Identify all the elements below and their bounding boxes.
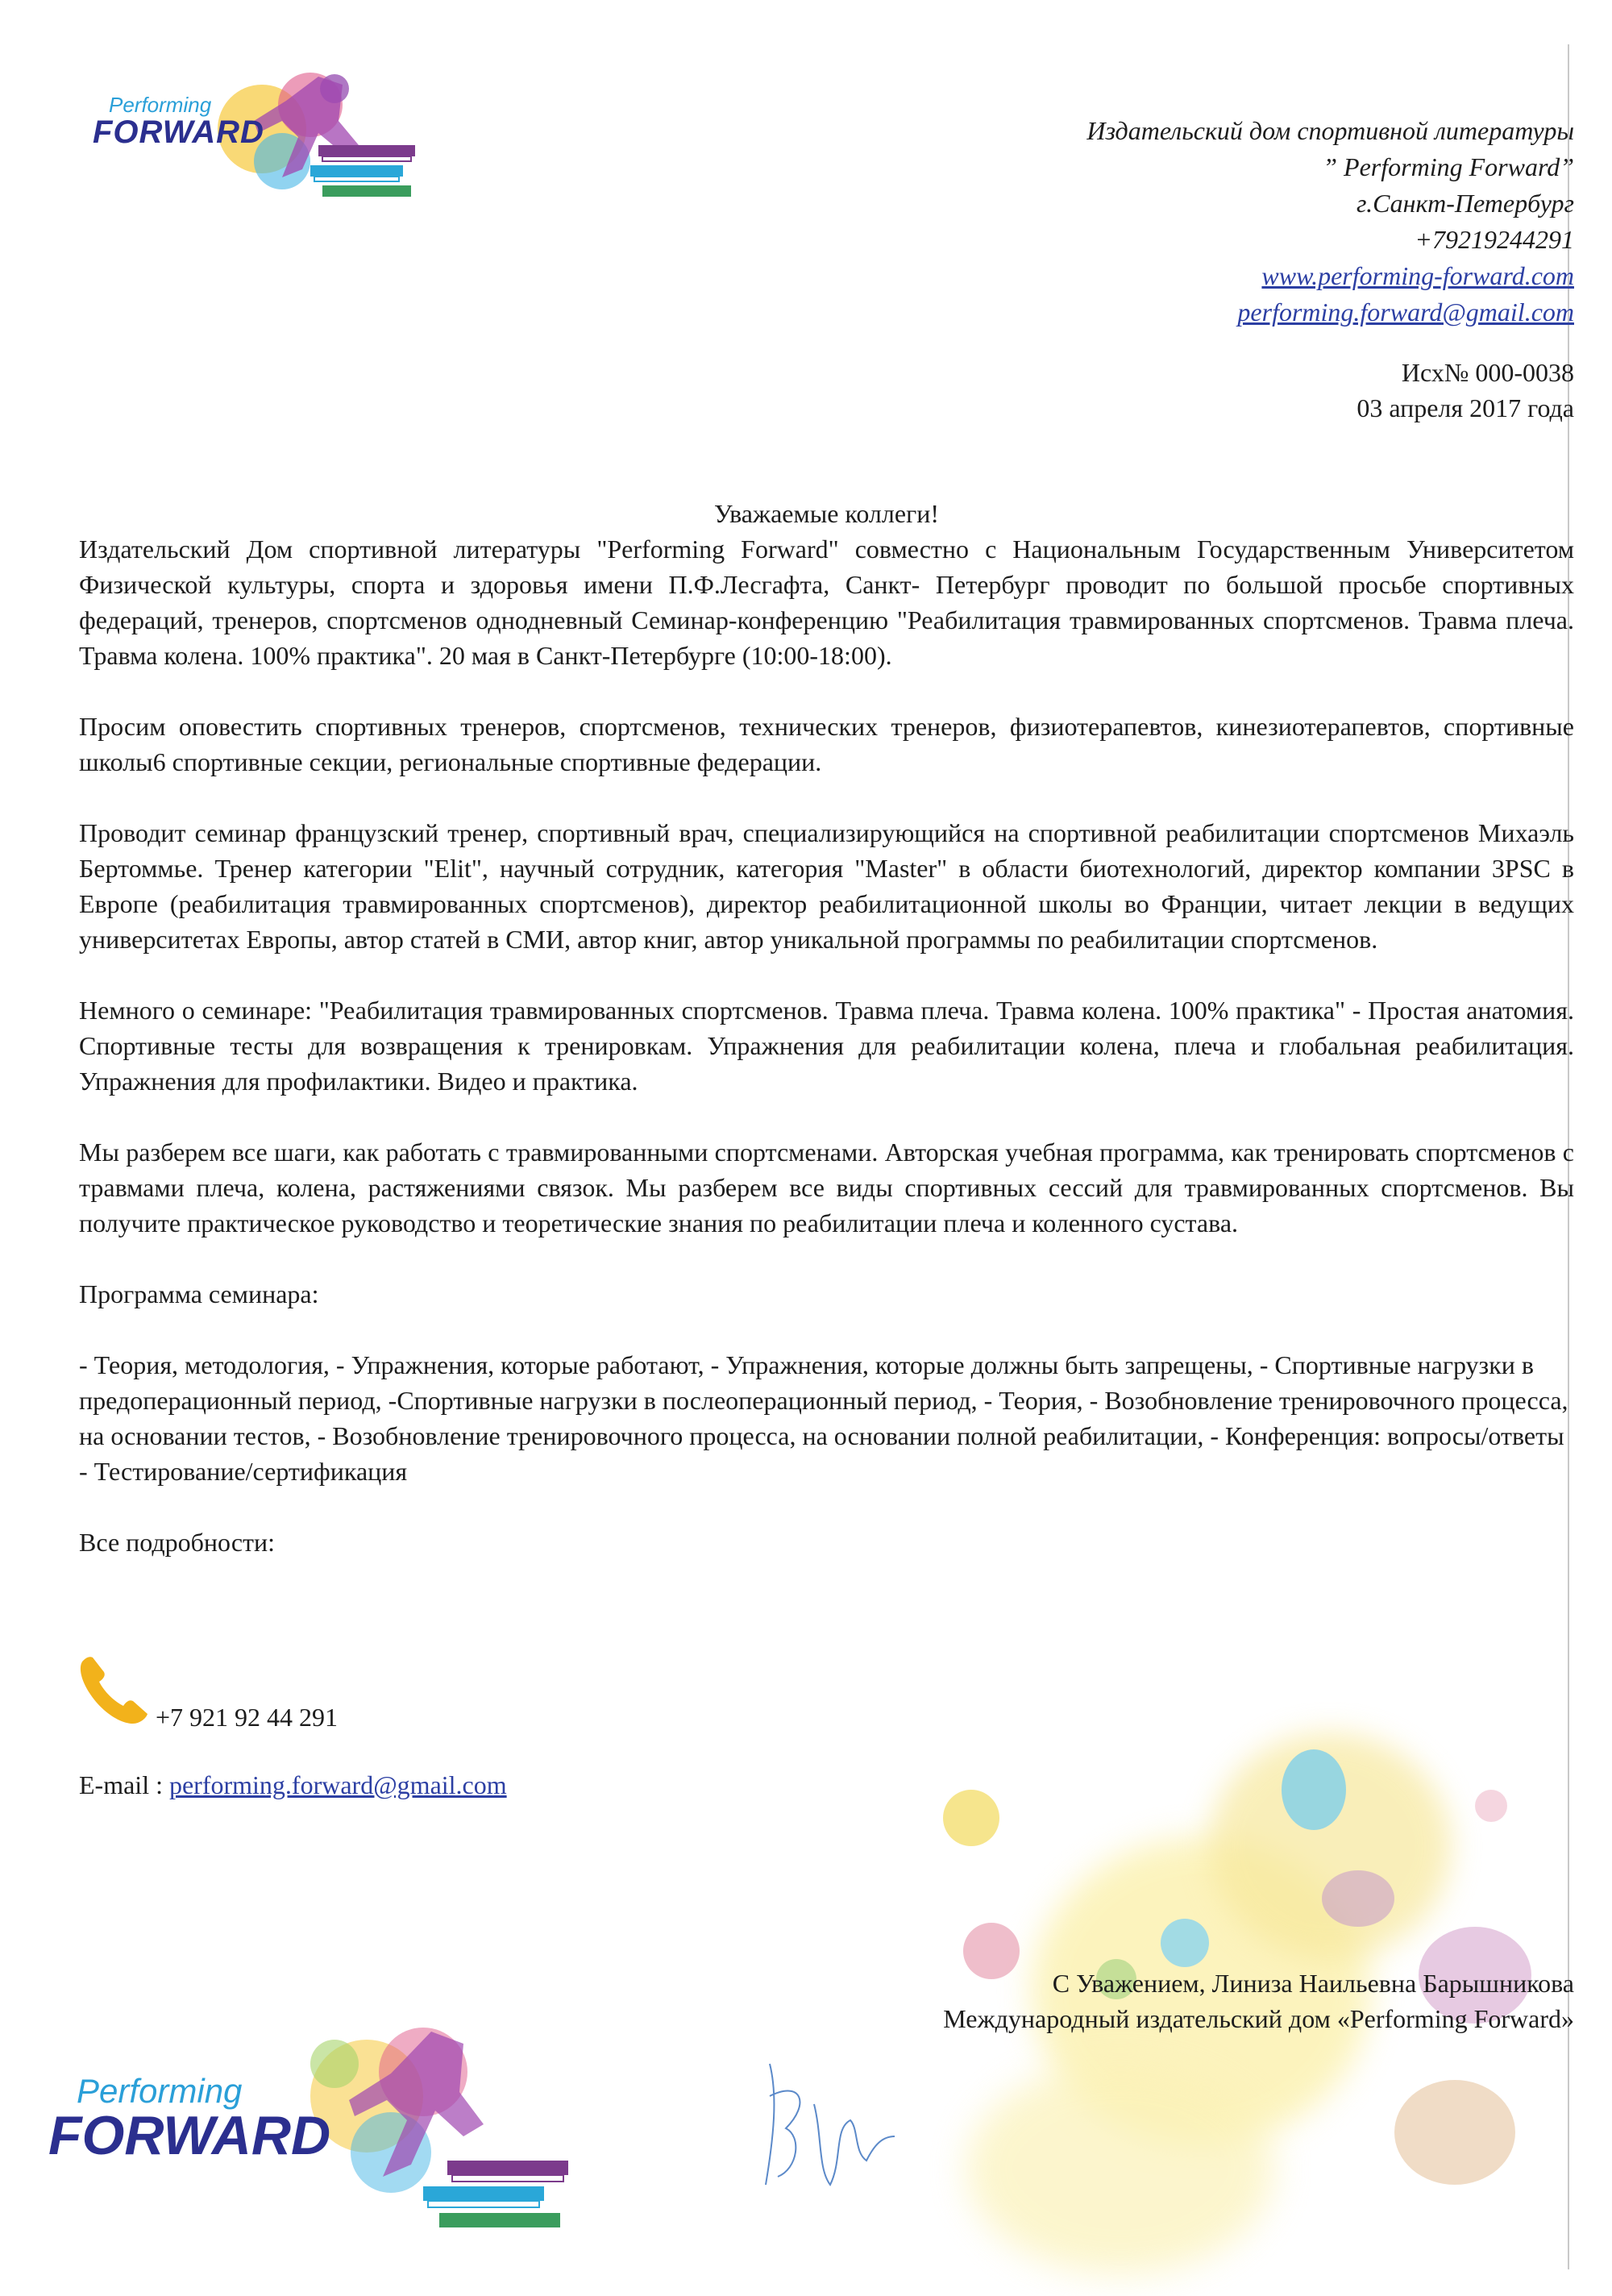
paragraph-request: Просим оповестить спортивных тренеров, спортсменов, технических тренеров, физиотерапевтов, кинезиотерапевтов, спортивные школы6 спортивные секции, региональные спортивные федерации.: [79, 712, 1574, 776]
org-city: г.Санкт-Петербург: [1356, 189, 1574, 218]
org-phone: +79219244291: [1415, 225, 1574, 254]
handwritten-signature: [754, 2048, 899, 2201]
org-title: Издательский дом спортивной литературы: [1086, 116, 1574, 145]
paragraph-intro: Издательский Дом спортивной литературы "Performing Forward" совместно с Национальным Государственным Университетом Физической культуры, спорта и здоровья имени П.Ф.Лесгафта, Санкт- Петербург проводит по большой просьбе спортивных федераций, тренеров, спортсменов однодневный Семинар-конференцию "Реабилитация травмированных спортсменов. Травма плеча. Травма колена. 100% практика". 20 мая в Санкт-Петербурге (10:00-18:00).: [79, 534, 1574, 670]
logo-top: [77, 56, 455, 210]
sender-header: [768, 113, 1574, 331]
signature-block: [943, 1965, 1574, 2036]
details-heading: Все подробности:: [79, 1528, 276, 1557]
logo-line1: Performing: [109, 93, 212, 117]
paragraph-trainer: Проводит семинар французский тренер, спортивный врач, специализирующийся на спортивной реабилитации спортсменов Михаэль Бертоммье. Тренер категории "Elit", научный сотрудник, категория "Master" в области биотехнологий, директор компании 3PSC в Европе (реабилитация травмированных спортсменов), директор реабилитационной школы во Франции, читает лекции в ведущих университетах Европы, автор статей в СМИ, автор книг, автор уникальной программы по реабилитации спортсменов.: [79, 818, 1574, 954]
letter-reference: [1356, 355, 1574, 426]
letter-body: [79, 496, 1574, 1595]
contact-email-link[interactable]: performing.forward@gmail.com: [168, 1770, 507, 1799]
contact-phone: +7 921 92 44 291: [156, 1703, 339, 1732]
program-heading: Программа семинара:: [79, 1279, 319, 1308]
logo-line1: Performing: [77, 2072, 243, 2110]
books-icon: [423, 2161, 568, 2227]
ref-date: 03 апреля 2017 года: [1356, 393, 1574, 422]
header-email-link[interactable]: performing.forward@gmail.com: [1237, 297, 1574, 327]
greeting: Уважаемые коллеги!: [714, 499, 939, 528]
logo-line2: FORWARD: [48, 2105, 331, 2166]
email-label: E-mail :: [79, 1770, 169, 1799]
signature-org: Международный издательский дом «Performing Forward»: [943, 2004, 1574, 2033]
ref-number: Исх№ 000-0038: [1401, 358, 1574, 387]
books-icon: [310, 145, 415, 197]
logo-bottom: [44, 2015, 576, 2257]
logo-line2: FORWARD: [93, 114, 264, 150]
org-name: ” Performing Forward”: [1323, 152, 1574, 181]
paragraph-steps: Мы разберем все шаги, как работать с травмированными спортсменами. Авторская учебная программа, как тренировать спортсменов с травмами плеча, колена, растяжениями связок. Мы разберем все виды спортивных сессий для травмированных спортсменов. Вы получите практическое руководство и теоретические знания по реабилитации плеча и коленного сустава.: [79, 1138, 1574, 1237]
phone-icon: [75, 1653, 156, 1729]
website-link[interactable]: www.performing-forward.com: [1261, 261, 1574, 290]
contact-email-row: [79, 1770, 507, 1800]
signature-name: С Уважением, Линиза Наильевна Барышникова: [1052, 1969, 1574, 1998]
program-list: - Теория, методология, - Упражнения, которые работают, - Упражнения, которые должны быть запрещены, - Спортивные нагрузки в предоперационный период, -Спортивные нагрузки в послеоперационный период, - Теория, - Возобновление тренировочного процесса, на основании тестов, - Возобновление тренировочного процесса, на основании полной реабилитации, - Конференция: вопросы/ответы - Тестирование/сертификация: [79, 1350, 1568, 1486]
paragraph-seminar-about: Немного о семинаре: "Реабилитация травмированных спортсменов. Травма плеча. Травма колена. 100% практика" - Простая анатомия. Спортивные тесты для возвращения к тренировкам. Упражнения для реабилитации колена, плеча и глобальная реабилитация. Упражнения для профилактики. Видео и практика.: [79, 996, 1574, 1096]
